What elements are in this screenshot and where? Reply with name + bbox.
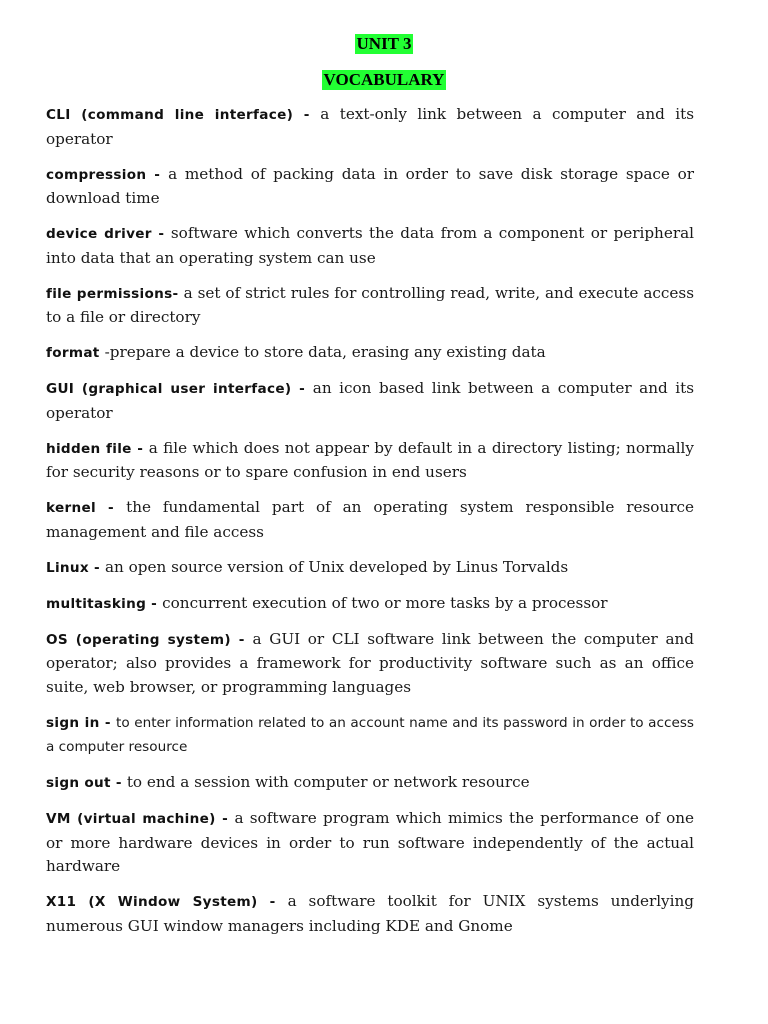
vocab-term: Linux - xyxy=(46,559,105,576)
unit-heading-wrap xyxy=(0,34,768,54)
vocab-entry-compression xyxy=(46,163,694,211)
vocab-definition: a GUI or CLI software link between the computer and operator; also provides a framework for productivity software such as an office suite, web browser, or programming languages xyxy=(46,629,695,696)
vocab-entry-multitasking xyxy=(46,592,694,617)
vocab-term: sign in - xyxy=(46,714,117,731)
vocab-term: CLI (command line interface) - xyxy=(46,107,321,123)
vocab-entry-vm xyxy=(46,807,694,879)
vocab-term: compression - xyxy=(46,166,169,183)
vocab-definition: a set of strict rules for controlling read, write, and execute access to a file or directory xyxy=(46,283,694,326)
vocab-definition: an icon based link between a computer and its operator xyxy=(46,379,694,422)
vocab-definition: to end a session with computer or network resource xyxy=(126,773,530,791)
vocab-definition: a software toolkit for UNIX systems underlying numerous GUI window managers including KDE and Gnome xyxy=(46,892,694,935)
vocab-definition: an open source version of Unix developed by Linus Torvalds xyxy=(104,557,569,576)
vocab-entry-device-driver xyxy=(46,222,694,270)
vocab-entry-kernel xyxy=(46,496,694,544)
vocab-definition: a method of packing data in order to save disk storage space or download time xyxy=(46,164,694,207)
vocab-entry-format xyxy=(46,341,694,366)
vocab-entry-file-permissions xyxy=(46,282,694,330)
vocab-entry-x11 xyxy=(46,890,694,938)
vocab-term: device driver - xyxy=(46,226,171,242)
vocab-entry-hidden-file xyxy=(46,437,694,485)
vocab-definition: software which converts the data from a component or peripheral into data that an operating system can use xyxy=(46,224,694,267)
vocab-entry-cli xyxy=(46,103,694,151)
vocab-entry-os xyxy=(46,628,694,700)
unit-heading: UNIT 3 xyxy=(356,34,412,53)
vocab-term: hidden file - xyxy=(46,440,149,457)
vocabulary-list xyxy=(46,103,694,950)
vocab-definition: a file which does not appear by default in a directory listing; normally for security reasons or to spare confusion in end users xyxy=(46,438,694,481)
vocabulary-heading: VOCABULARY xyxy=(323,70,445,89)
vocab-term: kernel - xyxy=(46,500,127,516)
vocab-entry-sign-in xyxy=(46,711,694,760)
vocab-term: file permissions- xyxy=(46,285,184,302)
vocab-term: multitasking - xyxy=(46,595,163,612)
vocab-definition: a text-only link between a computer and its operator xyxy=(46,105,694,148)
vocab-entry-gui xyxy=(46,377,694,425)
vocab-definition: a software program which mimics the performance of one or more hardware devices in order to run software independently of the actual hardware xyxy=(46,809,694,875)
vocab-term: VM (virtual machine) - xyxy=(46,811,235,827)
vocab-term: format xyxy=(46,345,105,361)
vocab-definition: the fundamental part of an operating system responsible resource management and file access xyxy=(46,498,694,541)
vocab-definition: concurrent execution of two or more tasks by a processor xyxy=(162,593,608,612)
vocab-term: GUI (graphical user interface) - xyxy=(46,381,313,397)
vocab-entry-sign-out xyxy=(46,771,694,796)
vocab-entry-linux xyxy=(46,556,694,581)
vocab-term: sign out - xyxy=(46,775,127,791)
vocab-term: OS (operating system) - xyxy=(46,631,253,648)
vocabulary-heading-wrap xyxy=(0,70,768,90)
vocab-definition: to enter information related to an account name and its password in order to access a computer resource xyxy=(46,714,694,755)
vocab-definition: -prepare a device to store data, erasing any existing data xyxy=(104,343,546,361)
vocab-term: X11 (X Window System) - xyxy=(46,894,288,910)
